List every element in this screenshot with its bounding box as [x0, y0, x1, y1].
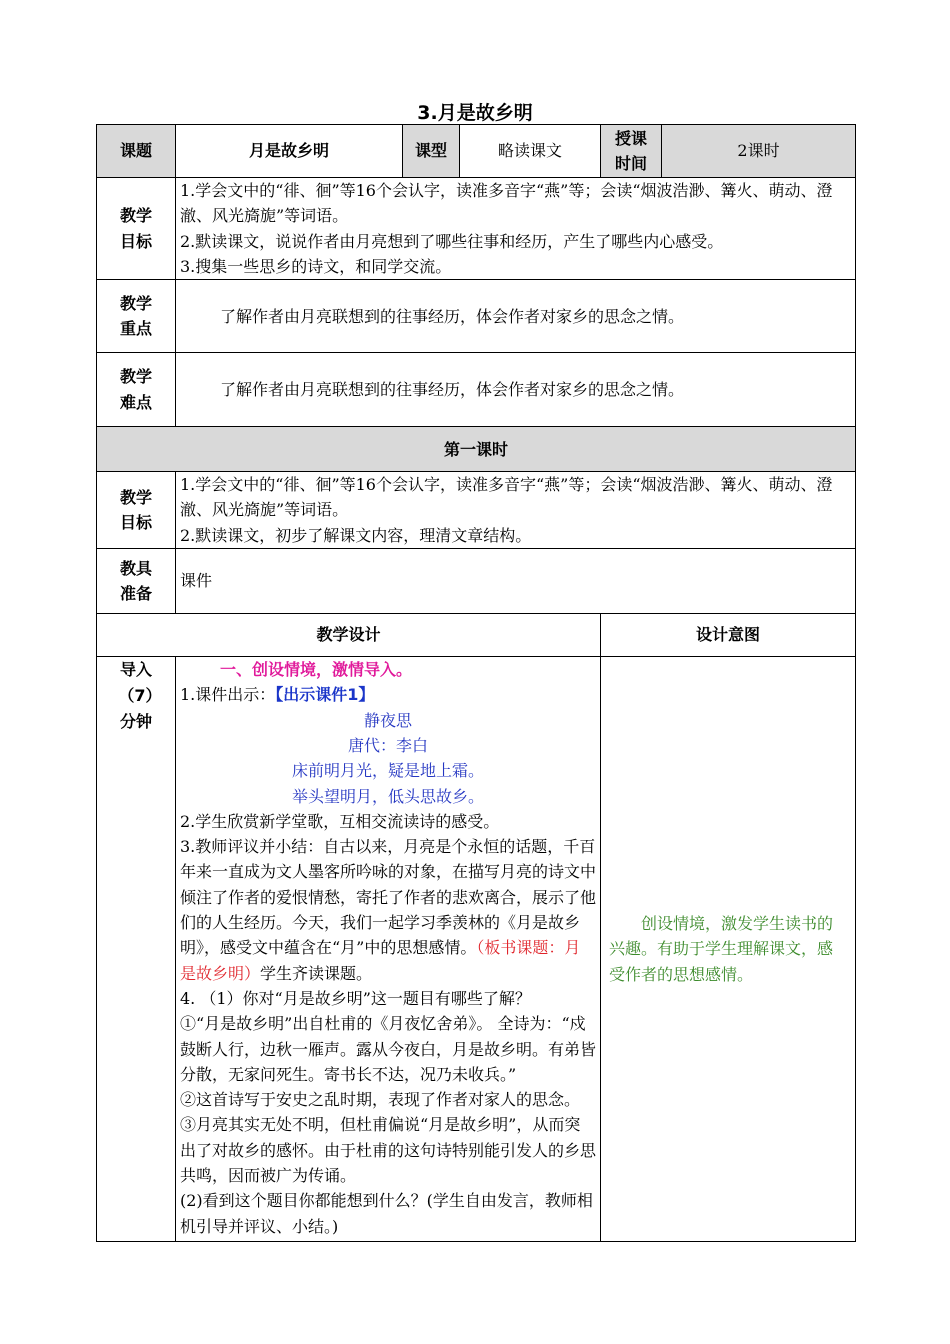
step-4-question-2: (2)看到这个题目你都能想到什么？(学生自由发言，教师相机引导并评议、小结。) — [180, 1191, 593, 1236]
key-points-label: 教学重点 — [97, 280, 176, 353]
difficulties-text: 了解作者由月亮联想到的往事经历，体会作者对家乡的思念之情。 — [176, 353, 856, 427]
intent-header: 设计意图 — [601, 614, 856, 657]
lesson1-goals-row — [97, 472, 856, 549]
goal-line: 1.学会文中的“徘、徊”等16个会认字，读准多音字“燕”等；会读“烟波浩渺、篝火、萌动、澄澈、风光旖旎”等词语。 — [180, 181, 833, 226]
difficulties-label: 教学难点 — [97, 353, 176, 427]
design-header: 教学设计 — [97, 614, 601, 657]
intro-content — [176, 657, 601, 1242]
intent-text: 创设情境，激发学生读书的兴趣。有助于学生理解课文，感受作者的思想感情。 — [609, 914, 834, 984]
type-label: 课型 — [403, 125, 460, 178]
step-3-tail: 学生齐读课题。 — [260, 963, 373, 983]
goal-line: 2.默读课文，初步了解课文内容，理清文章结构。 — [180, 525, 532, 545]
tools-row — [97, 549, 856, 614]
time-label: 授课时间 — [601, 125, 662, 178]
type-value: 略读课文 — [460, 125, 601, 178]
tools-value: 课件 — [176, 549, 856, 614]
intro-row — [97, 657, 856, 1242]
goals-label: 教学目标 — [97, 178, 176, 280]
lesson1-goals-label: 教学目标 — [97, 472, 176, 549]
step-4-answer-1: ①“月是故乡明”出自杜甫的《月夜忆舍弟》。 全诗为：“戍鼓断人行，边秋一雁声。露从今夜白，月是故乡明。有弟皆分散，无家问死生。寄书长不达，况乃未收兵。” — [180, 1014, 597, 1084]
lesson-plan-table — [96, 124, 856, 1242]
step-3-text: 3.教师评议并小结：自古以来，月亮是个永恒的话题，千百年来一直成为文人墨客所吟咏的对象，在描写月亮的诗文中倾注了作者的爱恨情愁，寄托了作者的悲欢离合，展示了他们的人生经历。今天，我们一起学习季羡林的《月是故乡明》，感受文中蕴含在“月”中的思想感情。 — [180, 837, 597, 958]
key-points-text: 了解作者由月亮联想到的往事经历，体会作者对家乡的思念之情。 — [176, 280, 856, 353]
poem-line: 床前明月光，疑是地上霜。 — [291, 761, 484, 781]
intro-label: 导入（7）分钟 — [97, 657, 176, 1242]
poem-line: 举头望明月，低头思故乡。 — [291, 786, 484, 806]
board-title-note: （板书课题：月是故乡明） — [180, 938, 581, 983]
step-4-answer-3: ③月亮其实无处不明，但杜甫偏说“月是故乡明”，从而突出了对故乡的感怀。由于杜甫的这句诗特别能引发人的乡思共鸣，因而被广为传诵。 — [180, 1115, 597, 1186]
goal-line: 1.学会文中的“徘、徊”等16个会认字，读准多音字“燕”等；会读“烟波浩渺、篝火、萌动、澄澈、风光旖旎”等词语。 — [180, 475, 833, 520]
step-4-question-1: 4. （1）你对“月是故乡明”这一题目有哪些了解？ — [180, 988, 531, 1008]
goals-row — [97, 178, 856, 280]
step-4-answer-2: ②这首诗写于安史之乱时期，表现了作者对家人的思念。 — [180, 1090, 581, 1110]
design-header-row — [97, 614, 856, 657]
courseware-tag: 【出示课件1】 — [275, 685, 375, 705]
goal-line: 3.搜集一些思乡的诗文，和同学交流。 — [180, 256, 452, 276]
key-points-row — [97, 280, 856, 353]
header-row — [97, 125, 856, 178]
lesson1-goals-content — [176, 472, 856, 549]
goal-line: 2.默读课文，说说作者由月亮想到了哪些往事和经历，产生了哪些内心感受。 — [180, 231, 724, 251]
step-2: 2.学生欣赏新学堂歌，互相交流读诗的感受。 — [180, 811, 500, 831]
difficulties-row — [97, 353, 856, 427]
lesson1-heading-row — [97, 427, 856, 472]
poem-title: 静夜思 — [363, 710, 412, 730]
tools-label: 教具准备 — [97, 549, 176, 614]
poem-author: 唐代：李白 — [347, 735, 428, 755]
step-1 — [180, 682, 596, 707]
topic-value: 月是故乡明 — [176, 125, 403, 178]
topic-label: 课题 — [97, 125, 176, 178]
lesson1-heading: 第一课时 — [97, 427, 856, 472]
section-title: 一、创设情境，激情导入。 — [220, 660, 413, 680]
time-value: 2课时 — [662, 125, 856, 178]
step-1-text: 1.课件出示： — [180, 685, 276, 705]
design-intent — [601, 657, 856, 1242]
goals-content — [176, 178, 856, 280]
page-title: 3.月是故乡明 — [417, 102, 533, 124]
step-3 — [180, 834, 596, 986]
